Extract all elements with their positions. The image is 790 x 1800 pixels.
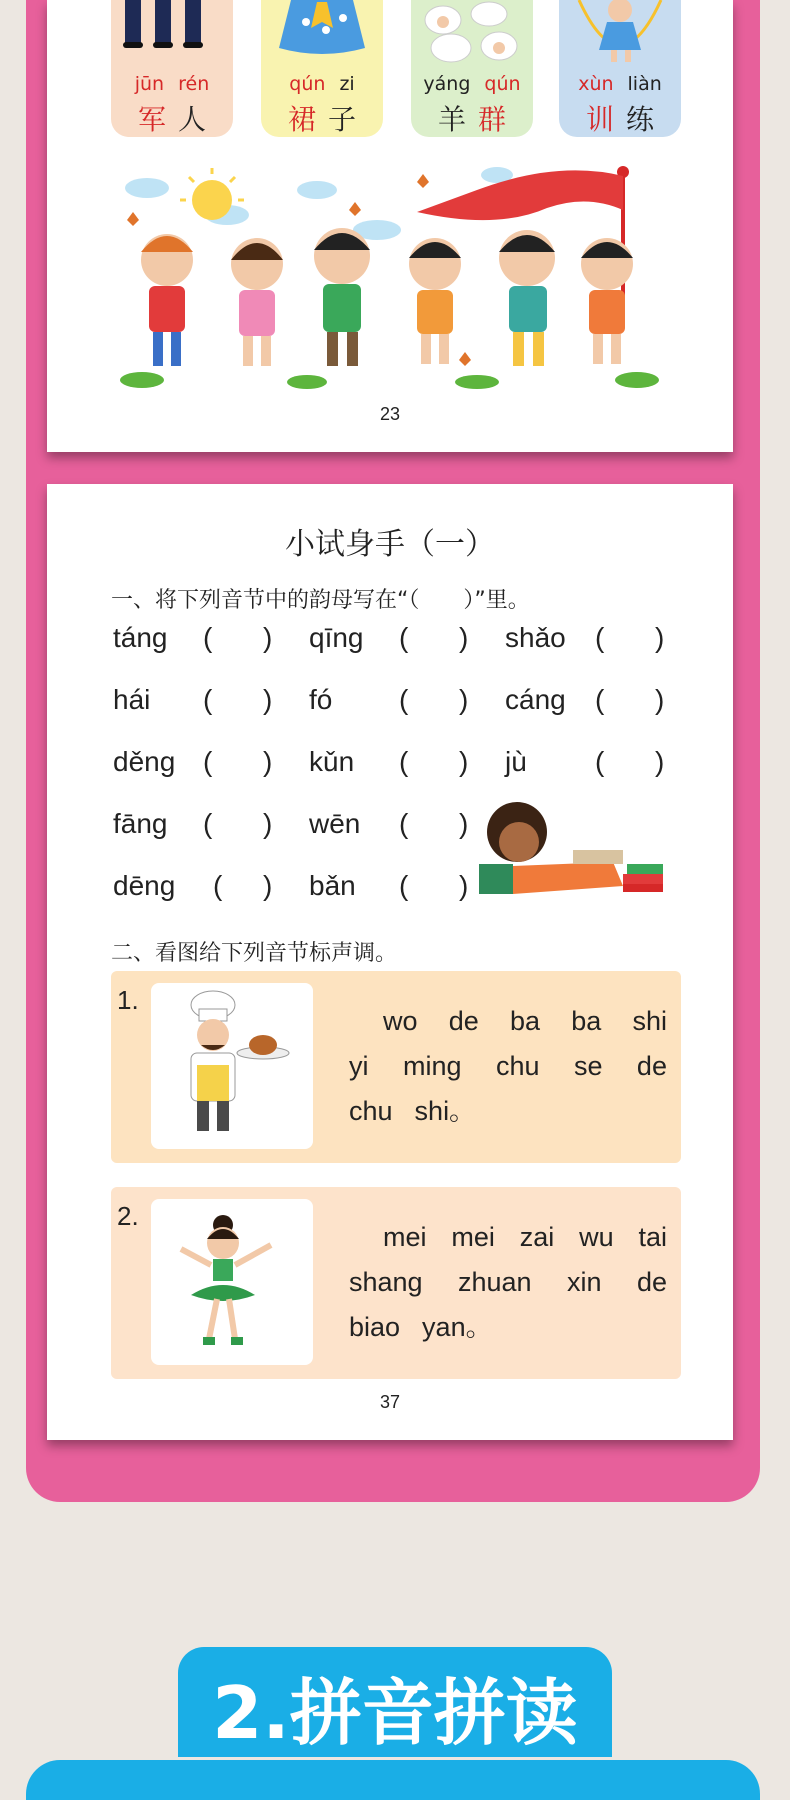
pinyin-word: shi [632,1006,667,1036]
task-line [349,1089,667,1134]
dancer-illustration [151,1199,313,1365]
task-line [349,1215,667,1260]
dancer-illustration-frame [151,1199,313,1365]
paren-close: ) [263,684,273,715]
hanzi-1: 裙 [287,103,316,136]
syllable: táng [113,622,168,653]
pinyin-word: shang [349,1267,423,1297]
syllable: qīng [309,622,364,653]
chef-illustration-frame [151,983,313,1149]
paren-close: ) [655,746,665,777]
textbook-page-23 [47,0,733,452]
paren-open: ( [203,684,213,715]
page-number: 37 [379,1392,401,1412]
pinyin-word: shi。 [414,1096,477,1126]
paren-close: ) [263,808,273,839]
tone-task [111,1187,681,1379]
pinyin-word: xin [567,1267,602,1297]
paren-open: ( [399,870,409,901]
pinyin-word: mei [451,1222,495,1252]
reading-boy-illustration [473,796,683,906]
paren-open: ( [203,746,213,777]
children-parade-illustration [117,160,677,390]
hanzi-2: 练 [626,103,655,136]
sheep-illustration [411,0,533,66]
paren-close: ) [655,622,665,653]
pinyin-word: zhuan [458,1267,532,1297]
syllable: kǔn [309,746,355,777]
paren-close: ) [459,870,469,901]
tone-task [111,971,681,1163]
task-number: 2. [117,1201,139,1231]
pinyin-word: wu [579,1222,614,1252]
pinyin-word: de [636,1267,667,1297]
chef-illustration [151,983,313,1149]
syllable: fó [309,684,333,715]
syllable: jù [505,746,527,777]
textbook-page-37 [47,484,733,1440]
task-line [349,1305,667,1350]
paren-close: ) [263,870,273,901]
hanzi-2: 子 [328,103,357,136]
soldiers-illustration [111,0,233,66]
syllable: wēn [309,808,361,839]
hanzi-1: 军 [137,103,166,136]
paren-close: ) [459,746,469,777]
vocab-card [111,0,233,137]
pinyin-word: se [573,1051,603,1081]
pinyin-word: de [636,1051,667,1081]
pinyin-word: de [448,1006,479,1036]
paren-open: ( [399,808,409,839]
syllable: děng [113,746,176,777]
task-number: 1. [117,985,139,1015]
syllable: dēng [113,870,176,901]
paren-close: ) [459,622,469,653]
page-number: 23 [379,404,401,424]
pinyin-word: ming [402,1051,462,1081]
paren-open: ( [595,746,605,777]
hanzi-1: 羊 [437,103,466,136]
task-line [349,999,667,1044]
pinyin-word: wo [383,1006,418,1036]
jump-rope-girl-illustration [559,0,681,66]
paren-close: ) [459,808,469,839]
paren-open: ( [595,684,605,715]
paren-open: ( [595,622,605,653]
paren-open: ( [213,870,223,901]
pinyin-1: qún [289,73,326,95]
pinyin-1: xùn [578,73,614,95]
pinyin-1: jūn [134,73,165,95]
skirt-illustration [261,0,383,66]
task-line [349,1260,667,1305]
pinyin-1: yáng [423,73,471,95]
syllable: cáng [505,684,566,715]
pinyin-word: yan。 [422,1312,493,1342]
pinyin-2: rén [178,73,210,95]
question-1: 一、将下列音节中的韵母写在“（ ）”里。 [111,588,530,613]
hanzi-2: 人 [178,103,207,136]
worksheet-title: 小试身手（一） [285,527,495,562]
syllable: fāng [113,808,168,839]
syllable: hái [113,684,151,715]
vocab-card [261,0,383,137]
paren-open: ( [203,622,213,653]
section-band [26,1760,760,1800]
pinyin-2: liàn [627,73,662,95]
vocab-card [411,0,533,137]
pinyin-word: yi [349,1051,369,1081]
pinyin-2: qún [484,73,521,95]
section-title: 2.拼音拼读 [212,1671,578,1755]
pinyin-2: zi [339,73,355,95]
pinyin-word: ba [571,1006,602,1036]
paren-open: ( [399,684,409,715]
syllable: bǎn [309,870,356,901]
pinyin-word: ba [509,1006,541,1036]
task-line [349,1044,667,1089]
paren-close: ) [263,622,273,653]
paren-close: ) [655,684,665,715]
pinyin-word: mei [383,1222,427,1252]
paren-open: ( [203,808,213,839]
question-2: 二、看图给下列音节标声调。 [111,941,398,966]
pinyin-word: tai [638,1222,667,1252]
pinyin-word: chu [349,1096,393,1126]
hanzi-1: 训 [585,103,614,136]
paren-open: ( [399,746,409,777]
paren-open: ( [399,622,409,653]
hanzi-2: 群 [478,103,507,136]
paren-close: ) [459,684,469,715]
syllable: shǎo [505,622,566,653]
pinyin-word: biao [349,1312,401,1342]
pinyin-word: chu [495,1051,540,1081]
pinyin-word: zai [519,1222,555,1252]
paren-close: ) [263,746,273,777]
vocab-card [559,0,681,137]
